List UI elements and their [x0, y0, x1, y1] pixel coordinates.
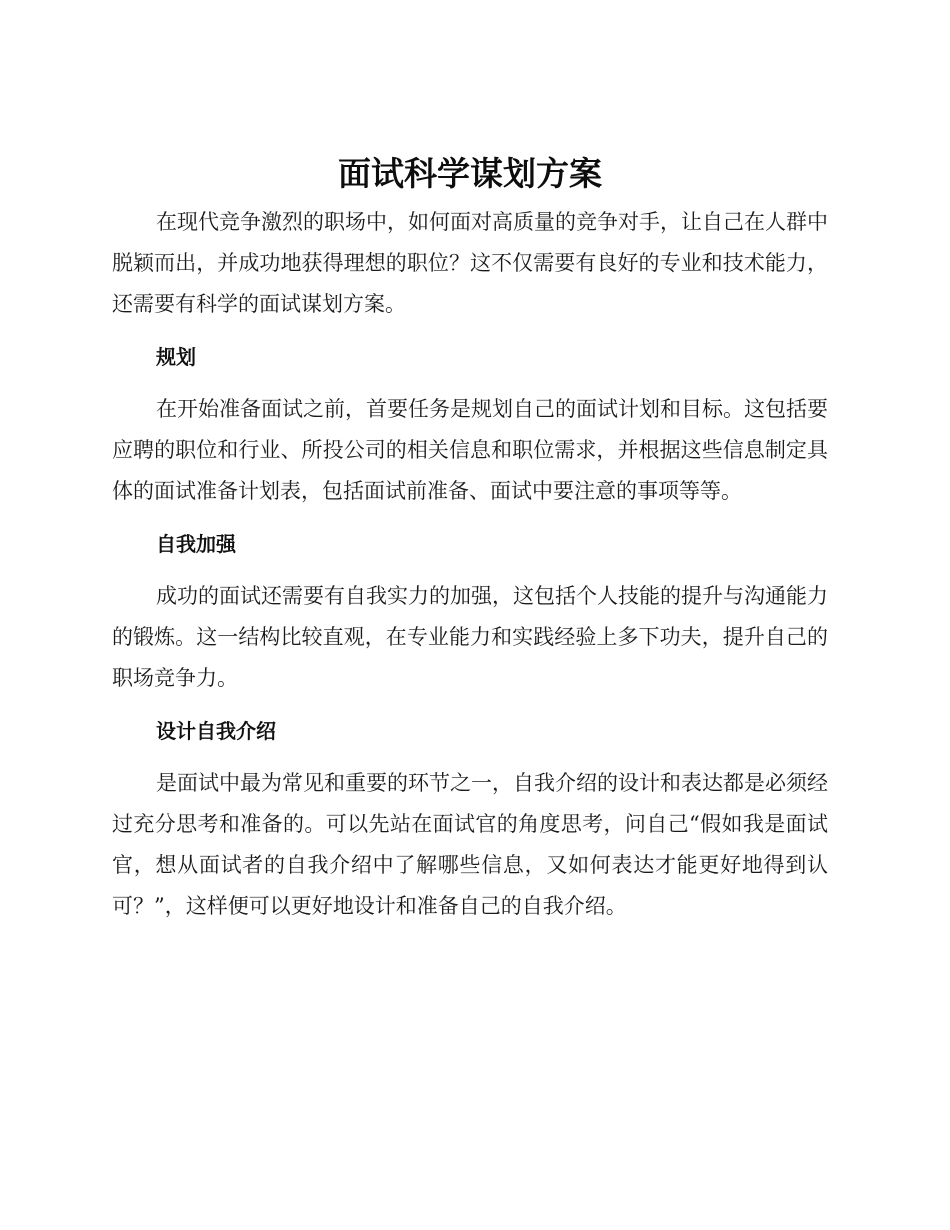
section-body-planning: 在开始准备面试之前，首要任务是规划自己的面试计划和目标。这包括要应聘的职位和行业、所投公司的相关信息和职位需求，并根据这些信息制定具体的面试准备计划表，包括面试前准备、面试中要注意的事项等等。	[112, 397, 828, 503]
section-heading-self-introduction: 设计自我介绍	[156, 719, 276, 743]
intro-paragraph: 在现代竞争激烈的职场中，如何面对高质量的竞争对手，让自己在人群中脱颖而出，并成功地获得理想的职位？这不仅需要有良好的专业和技术能力，还需要有科学的面试谋划方案。	[112, 210, 828, 316]
spacer	[112, 752, 828, 763]
spacer	[112, 378, 828, 389]
document-page	[112, 146, 828, 927]
spacer	[112, 325, 828, 337]
section-heading-self-improvement: 自我加强	[156, 532, 236, 556]
spacer	[112, 565, 828, 576]
spacer	[112, 512, 828, 524]
section-body-self-improvement: 成功的面试还需要有自我实力的加强，这包括个人技能的提升与沟通能力的锻炼。这一结构比较直观，在专业能力和实践经验上多下功夫，提升自己的职场竞争力。	[112, 584, 828, 690]
spacer	[112, 699, 828, 711]
document-title: 面试科学谋划方案	[338, 154, 602, 193]
section-body-self-introduction: 是面试中最为常见和重要的环节之一，自我介绍的设计和表达都是必须经过充分思考和准备的。可以先站在面试官的角度思考，问自己“假如我是面试官，想从面试者的自我介绍中了解哪些信息，又如何表达才能更好地得到认可？”，这样便可以更好地设计和准备自己的自我介绍。	[112, 771, 828, 918]
section-heading-planning: 规划	[156, 345, 196, 369]
